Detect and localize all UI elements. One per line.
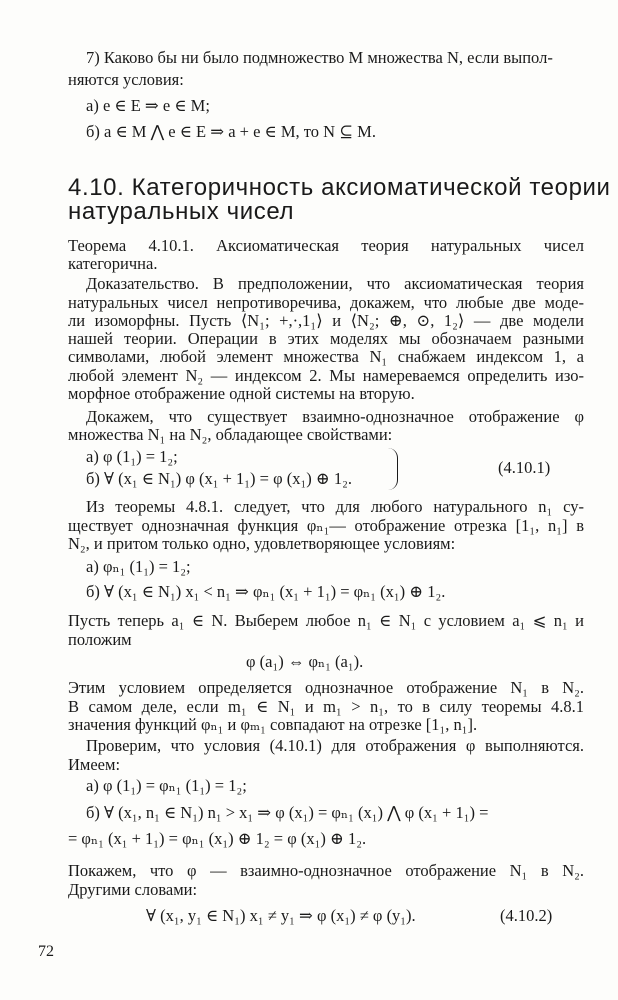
proof-line-3: ли изоморфны. Пусть ⟨N₁; +,·,1₁⟩ и ⟨N₂; ⊕, ⊙, 1₂⟩ — две модели <box>68 311 584 330</box>
check-b-line-2: = φₙ₁ (x₁ + 1₁) = φₙ₁ (x₁) ⊕ 1₂ = φ (x₁) ⊕ 1₂. <box>68 829 367 848</box>
paragraph-3-line-1: Пусть теперь a₁ ∈ N. Выберем любое n₁ ∈ N₁ с условием a₁ ⩽ n₁ и <box>68 611 584 630</box>
check-a: а) φ (1₁) = φₙ₁ (1₁) = 1₂; <box>86 776 247 795</box>
exercise-7-line-1: 7) Каково бы ни было подмножество M множества N, если выпол- <box>86 48 553 67</box>
paragraph-6-line-1: Покажем, что φ — взаимно-однозначное отображение N₁ в N₂. <box>68 861 584 880</box>
proof-line-4: нашей теории. Операции в этих моделях мы обозначаем разными <box>68 329 584 348</box>
paragraph-2-line-2: ществует однозначная функция φₙ₁— отображение отрезка [1₁, n₁] в <box>68 516 584 535</box>
proof-line-6: любой элемент N₂ — индексом 2. Мы намереваемся определить изо- <box>68 366 584 385</box>
paragraph-3-line-2: положим <box>68 630 132 649</box>
paragraph-2-line-1: Из теоремы 4.8.1. следует, что для любого натурального n₁ су- <box>86 497 584 516</box>
section-heading-line-1: 4.10. Категоричность аксиоматической теории <box>68 174 611 201</box>
exercise-7-line-2: няются условия: <box>68 70 184 89</box>
claim-line-1: Докажем, что существует взаимно-однозначное отображение φ <box>86 407 584 426</box>
condition-phi-a: а) φₙ₁ (1₁) = 1₂; <box>86 557 191 576</box>
injectivity-formula: ∀ (x₁, y₁ ∈ N₁) x₁ ≠ y₁ ⇒ φ (x₁) ≠ φ (y₁). <box>146 906 416 925</box>
condition-a: а) e ∈ E ⇒ e ∈ M; <box>86 96 210 115</box>
condition-phi-b: б) ∀ (x₁ ∈ N₁) x₁ < n₁ ⇒ φₙ₁ (x₁ + 1₁) = φₙ₁ (x₁) ⊕ 1₂. <box>86 582 446 601</box>
proof-line-5: символами, любой элемент множества N₁ снабжаем индексом 1, а <box>68 347 584 366</box>
section-heading-line-2: натуральных чисел <box>68 198 295 225</box>
paragraph-4-line-3: значения функций φₙ₁ и φₘ₁ совпадают на отрезке [1₁, n₁]. <box>68 715 478 734</box>
equation-number-4-10-2: (4.10.2) <box>500 906 553 925</box>
definition-formula: φ (a₁) ⇔ φₙ₁ (a₁). <box>246 652 364 671</box>
page-number: 72 <box>38 943 54 960</box>
proof-line-7: морфное отображение одной системы на вторую. <box>68 384 415 403</box>
paragraph-4-line-1: Этим условием определяется однозначное отображение N₁ в N₂. <box>68 678 584 697</box>
theorem-statement-line-1: Теорема 4.10.1. Аксиоматическая теория натуральных чисел <box>68 236 584 255</box>
right-brace <box>388 448 398 490</box>
check-b-line-1: б) ∀ (x₁, n₁ ∈ N₁) n₁ > x₁ ⇒ φ (x₁) = φₙ₁ (x₁) ⋀ φ (x₁ + 1₁) = <box>86 803 489 822</box>
theorem-statement-line-2: категорична. <box>68 254 158 273</box>
condition-b: б) a ∈ M ⋀ e ∈ E ⇒ a + e ∈ M, то N ⊆ M. <box>86 122 376 141</box>
paragraph-4-line-2: В самом деле, если m₁ ∈ N₁ и m₁ > n₁, то в силу теоремы 4.8.1 <box>68 697 584 716</box>
paragraph-5-line-2: Имеем: <box>68 755 121 774</box>
property-a: а) φ (1₁) = 1₂; <box>86 447 178 466</box>
property-b: б) ∀ (x₁ ∈ N₁) φ (x₁ + 1₁) = φ (x₁) ⊕ 1₂. <box>86 469 352 488</box>
proof-line-1: Доказательство. В предположении, что аксиоматическая теория <box>86 274 584 293</box>
paragraph-6-line-2: Другими словами: <box>68 880 198 899</box>
equation-number-4-10-1: (4.10.1) <box>498 458 551 477</box>
claim-line-2: множества N₁ на N₂, обладающее свойствами: <box>68 425 393 444</box>
paragraph-5-line-1: Проверим, что условия (4.10.1) для отображения φ выполняются. <box>86 736 584 755</box>
proof-line-2: натуральных чисел непротиворечива, докажем, что любые две моде- <box>68 293 584 312</box>
paragraph-2-line-3: N₂, и притом только одно, удовлетворяющее условиям: <box>68 534 456 553</box>
